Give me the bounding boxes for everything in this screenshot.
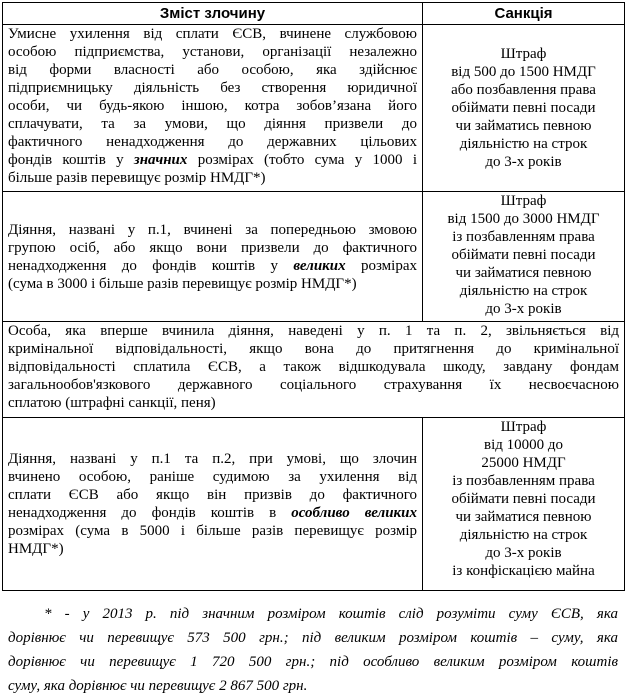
text-line: Штраф — [500, 193, 547, 209]
text-line: обіймати певні посади — [451, 247, 596, 263]
text-line: від 500 до 1500 НМДГ — [451, 64, 596, 80]
text-line: Штраф — [500, 46, 547, 62]
crime-description — [3, 418, 423, 591]
text-fragment: розмірах — [345, 257, 417, 274]
text-line: фактичного ненадходження до державних цільових — [8, 134, 417, 150]
text-line: чи займатися певною — [455, 265, 592, 281]
table-row — [3, 192, 625, 322]
text-fragment: фондів коштів у — [8, 152, 134, 168]
text-line: сплатою (штрафні санкції, пеня) — [8, 395, 216, 411]
text-line — [8, 504, 417, 522]
text-line: сплачувати, та за умови, що діяння призвели до — [8, 116, 417, 132]
footnote — [8, 602, 618, 698]
text-line: Діяння, названі у п.1, вчинені за попередньою змовою — [8, 221, 417, 238]
text-line: підприємницьку діяльність без створення юридичної — [8, 80, 417, 96]
text-line: розмірах (сума в 5000 і більше разів перевищує розмір — [8, 523, 417, 539]
emphasis-text: великих — [293, 257, 346, 274]
footnote-line: дорівнює чи перевищує 573 500 грн.; під великим розміром коштів – суму, яка — [8, 630, 618, 646]
table-row — [3, 322, 625, 418]
table-row — [3, 418, 625, 591]
text-line: діяльністю на строк — [459, 283, 588, 299]
exemption-note — [3, 322, 625, 418]
text-line: Діяння, названі у п.1 та п.2, при умові, що злочин — [8, 451, 417, 467]
footnote-line: * - у 2013 р. під значним розміром коштів слід розуміти суму ЄСВ, яка — [44, 606, 618, 622]
text-line: діяльністю на строк — [459, 136, 588, 152]
table-header-row — [3, 3, 625, 25]
text-line: до 3-х років — [485, 154, 562, 170]
text-line: від 10000 до — [483, 437, 563, 453]
text-line: від форми власності або особою, яка здійснює — [8, 62, 417, 78]
text-line: до 3-х років — [485, 545, 562, 561]
text-line: загальнообов'язкового державного соціального страхування їх несвоєчасною — [8, 377, 619, 393]
footnote-line: дорівнює чи перевищує 1 720 500 грн.; під особливо великим розміром коштів — [8, 654, 618, 670]
text-line: особи, чи будь-якою іншою, котра зобов’язана його — [8, 98, 417, 114]
header-crime-content: Зміст злочину — [3, 3, 423, 25]
sanction-cell — [423, 192, 625, 322]
text-line: (сума в 3000 і більше разів перевищує розмір НМДГ*) — [8, 275, 357, 292]
text-line: обіймати певні посади — [451, 491, 596, 507]
text-fragment: ненадходження до фондів коштів в — [8, 505, 292, 521]
sanctions-table — [2, 2, 625, 591]
sanction-cell — [423, 418, 625, 591]
text-line — [8, 151, 417, 169]
text-line — [8, 257, 417, 275]
header-sanction: Санкція — [423, 3, 625, 25]
text-line: НМДГ*) — [8, 541, 64, 557]
emphasis-text: значних — [133, 152, 188, 168]
text-line: групою осіб, або якщо вони призвели до фактичного — [8, 239, 417, 256]
text-line: діяльністю на строк — [459, 527, 588, 543]
text-line: Умисне ухилення від сплати ЄСВ, вчинене службовою — [8, 26, 417, 42]
text-fragment: розмірах (тобто сума у 1000 і — [187, 152, 417, 168]
crime-description — [3, 25, 423, 192]
text-line: Штраф — [500, 419, 547, 435]
text-line: із позбавленням права — [452, 473, 595, 489]
text-line: із конфіскацією майна — [452, 563, 595, 579]
emphasis-text: особливо великих — [291, 505, 417, 521]
text-line: Особа, яка вперше вчинила діяння, наведені у п. 1 та п. 2, звільняється від — [8, 323, 619, 339]
text-line: чи займатися певною — [455, 509, 592, 525]
text-fragment: ненадходження до фондів коштів у — [8, 257, 294, 274]
text-line: сплати ЄСВ або якщо він призвів до фактичного — [8, 487, 417, 503]
text-line: із позбавленням права — [452, 229, 595, 245]
sanction-cell — [423, 25, 625, 192]
text-line: 25000 НМДГ — [481, 455, 566, 471]
text-line: від 1500 до 3000 НМДГ — [447, 211, 600, 227]
text-line: особою підприємства, установи, організації незалежно — [8, 44, 417, 60]
text-line: вчинено особою, раніше судимою за ухилення від — [8, 469, 417, 485]
footnote-line: суму, яка дорівнює чи перевищує 2 867 500 грн. — [8, 678, 308, 694]
crime-description — [3, 192, 423, 322]
text-line: обіймати певні посади — [451, 100, 596, 116]
text-line: відповідальності сплатила ЄСВ, а також відшкодувала шкоду, завдану фондам — [8, 359, 619, 375]
text-line: кримінальної відповідальності, якщо вона до притягнення до кримінальної — [8, 341, 619, 357]
text-line: до 3-х років — [485, 301, 562, 317]
text-line: або позбавлення права — [451, 82, 596, 98]
text-line: більше разів перевищує розмір НМДГ*) — [8, 170, 266, 186]
table-row — [3, 25, 625, 192]
text-line: чи займатись певною — [455, 118, 592, 134]
